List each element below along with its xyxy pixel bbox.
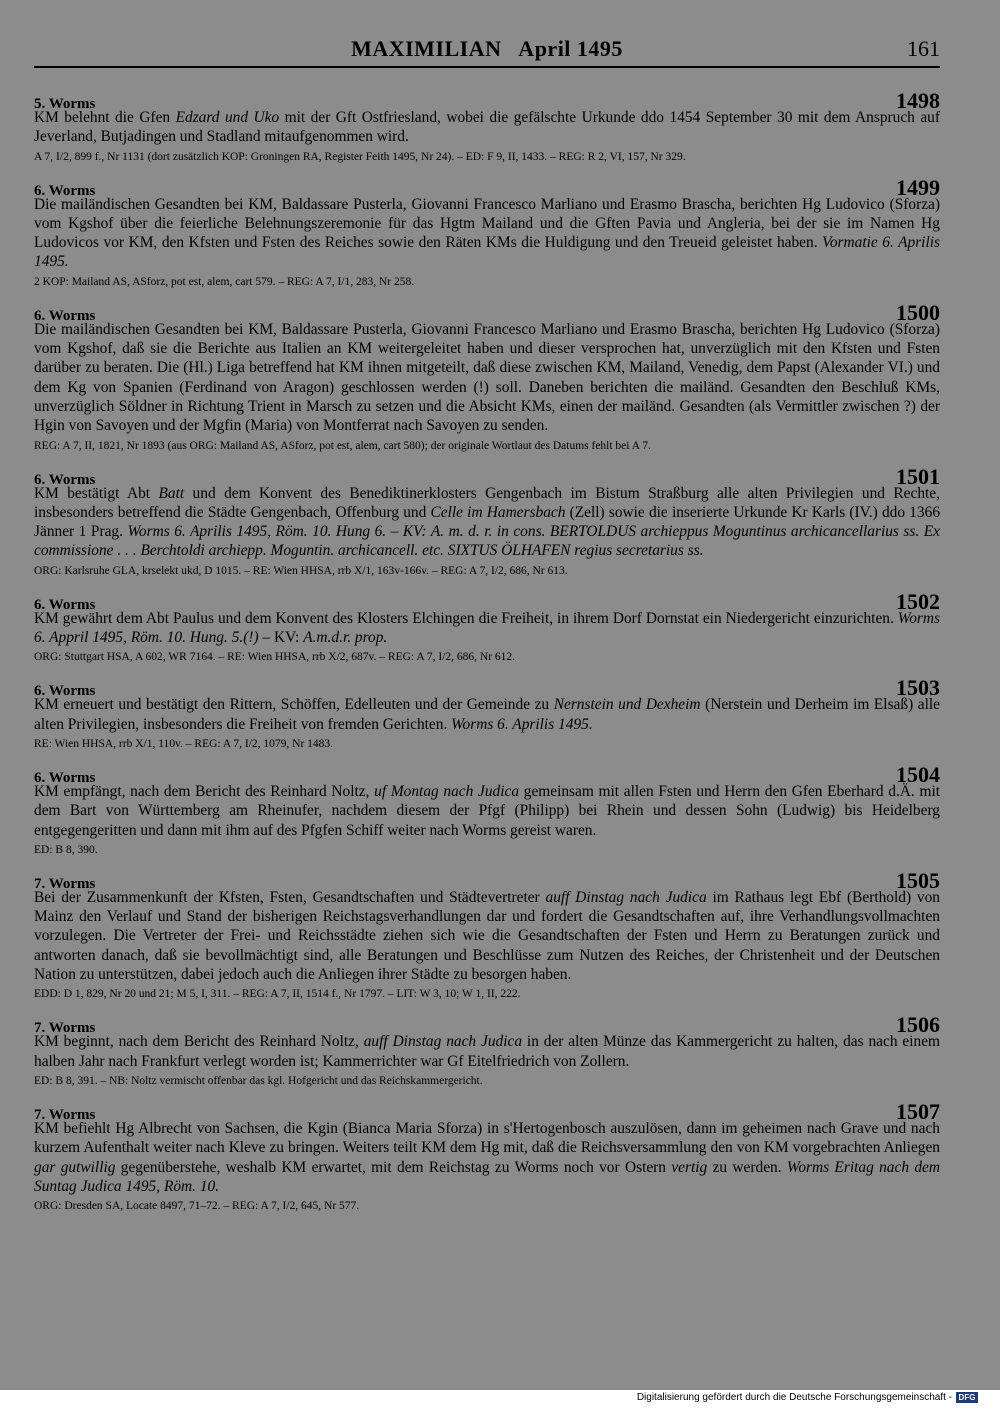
running-title: MAXIMILIAN April 1495 — [351, 36, 623, 61]
entry-quote: A.m.d.r. prop. — [303, 629, 388, 647]
entry-quote: Worms 6. Aprilis 1495. — [451, 715, 593, 733]
regest-entry — [34, 464, 940, 579]
entry-date-place: 6. Worms — [34, 307, 96, 324]
entry-quote: Worms 6. Aprilis 1495, Röm. 10. Hung 6. – KV: A. m. d. r. in cons. BERTOLDUS archieppus Moguntinus archicancellarius ss. Ex commissione . . . Berchtoldi archiepp. Moguntin. archicancell. etc. SIXTUS ÖLHAFEN regius secretarius ss. — [34, 523, 941, 560]
entry-date-place: 6. Worms — [34, 596, 96, 613]
entry-source: ORG: Karlsruhe GLA, krselekt ukd, D 1015. – RE: Wien HHSA, rrb X/1, 163v-166v. – REG: A 7, I/2, 686, Nr 613. — [34, 564, 568, 577]
entry-source: ED: B 8, 390. — [34, 843, 98, 856]
entry-number: 1504 — [896, 761, 940, 787]
regest-entry — [34, 589, 940, 666]
entry-number: 1506 — [896, 1012, 940, 1038]
entry-text: KM beginnt, nach dem Bericht des Reinhard Noltz, auff Dinstag nach Judica in der alten Münze das Kammergericht zu halten, das nach einem halben Jahr nach Frankfurt verlegt worden ist; Kammerrichter war Gf Eitelfriedrich von Zollern. — [34, 1033, 941, 1070]
entry-source: REG: A 7, II, 1821, Nr 1893 (aus ORG: Mailand AS, ASforz, pot est, alem, cart 580); der originale Wortlaut des Datums fehlt bei A 7. — [34, 439, 651, 452]
entry-number: 1499 — [896, 174, 940, 200]
entry-text: KM erneuert und bestätigt den Rittern, Schöffen, Edelleuten und der Gemeinde zu Nernstein und Dexheim (Nerstein und Derheim im Elsaß) alle alten Privilegien, insbesonders die Freiheit von fremden Gerichten. Worms 6. Aprilis 1495. — [34, 696, 941, 733]
page-header — [34, 36, 940, 68]
entry-header — [34, 1098, 940, 1124]
entry-source: A 7, I/2, 899 f., Nr 1131 (dort zusätzlich KOP: Groningen RA, Register Feith 1495, Nr 24). – ED: F 9, II, 1433. – REG: R 2, VI, 157, Nr 329. — [34, 150, 686, 163]
page-number: 161 — [907, 36, 940, 61]
entry-date-place: 6. Worms — [34, 182, 96, 199]
entry-date-place: 6. Worms — [34, 471, 96, 488]
entry-quote: Nernstein und Dexheim — [553, 696, 701, 714]
entry-quote: auff Dinstag nach Judica — [545, 888, 707, 906]
entry-quote: uf Montag nach Judica — [374, 782, 520, 800]
entry-number: 1501 — [896, 463, 940, 489]
entry-number: 1498 — [896, 88, 940, 113]
entry-quote: auff Dinstag nach Judica — [363, 1033, 523, 1051]
entry-quote: vertig — [671, 1158, 708, 1176]
entry-source: 2 KOP: Mailand AS, ASforz, pot est, alem, cart 579. – REG: A 7, I/1, 283, Nr 258. — [34, 275, 415, 288]
regest-entry — [34, 762, 940, 858]
entry-text: KM belehnt die Gfen Edzard und Uko mit der Gft Ostfriesland, wobei die gefälschte Urkunde ddo 1454 September 30 mit dem Anspruch auf Jeverland, Butjadingen und Stadland mitaufgenommen wird. — [34, 109, 941, 146]
entry-date-place: 6. Worms — [34, 683, 96, 700]
entry-header — [34, 299, 940, 325]
entry-text: KM bestätigt Abt Batt und dem Konvent des Benediktinerklosters Gengenbach im Bistum Straßburg alle alten Privilegien und Rechte, insbesonders betreffend die Städte Gengenbach, Offenburg und Celle im Hamersbach (Zell) sowie die inserierte Urkunde Kr Karls (IV.) ddo 1366 Jänner 1 Prag. Worms 6. Aprilis 1495, Röm. 10. Hung 6. – KV: A. m. d. r. in cons. BERTOLDUS archieppus Moguntinus archicancellarius ss. Ex commissione . . . Berchtoldi archiepp. Moguntin. archicancell. etc. SIXTUS ÖLHAFEN regius secretarius ss. — [34, 484, 941, 560]
entry-header — [34, 761, 940, 787]
entry-number: 1503 — [896, 675, 940, 701]
entry-text: KM gewährt dem Abt Paulus und dem Konvent des Klosters Elchingen die Freiheit, in ihrem Dorf Dornstat ein Niedergericht einzurichten. Worms 6. Appril 1495, Röm. 10. Hung. 5.(!) – KV: A.m.d.r. prop. — [34, 609, 940, 647]
regest-entry — [34, 675, 940, 752]
entry-quote: Worms Eritag nach dem Suntag Judica 1495, Röm. 10. — [34, 1158, 940, 1195]
regest-entry — [34, 1012, 940, 1089]
entry-source: ORG: Dresden SA, Locate 8497, 71–72. – REG: A 7, I/2, 645, Nr 577. — [34, 1200, 360, 1213]
entry-date-place: 7. Worms — [34, 1106, 96, 1123]
entry-quote: Batt — [158, 484, 185, 502]
entry-source: EDD: D 1, 829, Nr 20 und 21; M 5, I, 311. – REG: A 7, II, 1514 f., Nr 1797. – LIT: W 3, 10; W 1, II, 222. — [34, 988, 521, 1001]
entry-source: ED: B 8, 391. – NB: Noltz vermischt offenbar das kgl. Hofgericht und das Reichskammergericht. — [34, 1074, 483, 1087]
entry-source: RE: Wien HHSA, rrb X/1, 110v. – REG: A 7, I/2, 1079, Nr 1483. — [34, 737, 334, 750]
entry-number: 1500 — [896, 299, 940, 325]
entry-date-place: 5. Worms — [34, 96, 96, 112]
regest-entry — [34, 88, 940, 165]
entry-text: KM empfängt, nach dem Bericht des Reinhard Noltz, uf Montag nach Judica gemeinsam mit allen Fsten und Herrn den Gfen Eberhard d.Ä. mit dem Bart von Württemberg am Rheinufer, nachdem diesem der Pfgf (Philipp) bei Rhein und dessen Sohn (Ludwig) bis Heidelberg entgegengeritten und dann mit ihm auf des Pfgfen Schiff weiter nach Worms gereist waren. — [34, 782, 940, 839]
entry-text: Die mailändischen Gesandten bei KM, Baldassare Pusterla, Giovanni Francesco Marliano und Erasmo Brascha, berichten Hg Ludovico (Sforza) vom Kgshof über die feierliche Belehnungszeremonie für das Hgtm Mailand und die Gften Pavia und Angleria, bei der sie im Namen Hg Ludovicos vor KM, den Kfsten und Fsten des Reiches sowie den Räten KMs die Huldigung und den Treueid geleistet haben. Vormatie 6. Aprilis 1495. — [34, 195, 941, 271]
entry-quote: Worms 6. Appril 1495, Röm. 10. Hung. 5.(!) – — [34, 609, 940, 647]
entry-header — [34, 88, 940, 113]
regest-list — [34, 88, 940, 1224]
entry-text: Bei der Zusammenkunft der Kfsten, Fsten, Gesandtschaften und Städtevertreter auff Dinstag nach Judica im Rathaus legt Ebf (Berthold) von Mainz den Verlauf und Stand der bisherigen Reichstagsverhandlungen dar und fordert die Gesandtschaften auf, ihre Verhandlungsvollmachten vorzulegen. Die Vertreter der Frei- und Reichsstädte ziehen sich wie die Gesandtschaften der Fsten und Herrn zu Beratungen zurück und antworten danach, daß sie bevollmächtigt sind, alle Beratungen und Beschlüsse zum Nutzen des Reiches, der Christenheit und der Deutschen Nation zu unterstützen, dabei jedoch auch die Anliegen ihrer Städte zu besorgen haben. — [34, 888, 941, 984]
entry-date-place: 7. Worms — [34, 875, 96, 892]
entry-date-place: 7. Worms — [34, 1020, 96, 1037]
entry-text: Die mailändischen Gesandten bei KM, Baldassare Pusterla, Giovanni Francesco Marliano und Erasmo Brascha, berichten Hg Ludovico (Sforza) vom Kgshof, daß sie die Berichte aus Italien an KM weitergeleitet haben und dieser versprochen hat, unverzüglich mit den Kfsten und Fsten darüber zu beraten. Die (Hl.) Liga betreffend hat KM ihnen mitgeteilt, daß diese zwischen KM, Mailand, Venedig, dem Papst (Alexander VI.) und dem Kg von Spanien (Ferdinand von Aragon) geschlossen werden (!) soll. Daneben berichten die mailänd. Gesandten den Beschluß KMs, unverzüglich Söldner in Richtung Trient in Marsch zu setzen und die Absicht KMs, einen der mailänd. Gesandten (als Vermittler zwischen ?) der Hgin von Savoyen und der Mgfin (Maria) von Montferrat nach Savoyen zu senden. — [34, 320, 940, 435]
dfg-logo-icon: DFG — [956, 1392, 978, 1403]
entry-header — [34, 867, 940, 893]
page-footer — [637, 1392, 978, 1403]
entry-header — [34, 174, 940, 200]
entry-text: KM befiehlt Hg Albrecht von Sachsen, die Kgin (Bianca Maria Sforza) in s'Hertogenbosch auszulösen, dann im geheimen nach Grave und nach kurzem Aufenthalt weiter nach Kleve zu bringen. Weiters teilt KM dem Hg mit, daß die Reichsversammlung den von KM vorgebrachten Anliegen gar gutwillig gegenüberstehe, weshalb KM erwartet, mit dem Reichstag zu Worms noch vor Ostern vertig zu werden. Worms Eritag nach dem Suntag Judica 1495, Röm. 10. — [34, 1119, 940, 1195]
entry-quote: gar gutwillig — [34, 1158, 116, 1176]
entry-date-place: 6. Worms — [34, 769, 96, 786]
entry-header — [34, 1012, 940, 1038]
footer-credit: Digitalisierung gefördert durch die Deutsche Forschungsgemeinschaft - — [636, 1392, 952, 1403]
entry-number: 1507 — [896, 1098, 940, 1124]
entry-quote: Vormatie 6. Aprilis 1495. — [34, 234, 941, 271]
regest-entry — [34, 300, 940, 454]
entry-quote: Celle im Hamersbach — [430, 503, 566, 521]
regest-entry — [34, 1099, 940, 1214]
entry-number: 1502 — [896, 588, 940, 614]
entry-header — [34, 588, 940, 614]
entry-source: ORG: Stuttgart HSA, A 602, WR 7164. – RE: Wien HHSA, rrb X/2, 687v. – REG: A 7, I/2, 686, Nr 612. — [34, 651, 516, 664]
entry-number: 1505 — [896, 867, 940, 893]
entry-header — [34, 463, 940, 489]
regest-entry — [34, 868, 940, 1002]
regest-entry — [34, 175, 940, 290]
entry-quote: Edzard und Uko — [175, 109, 280, 126]
entry-header — [34, 675, 940, 701]
